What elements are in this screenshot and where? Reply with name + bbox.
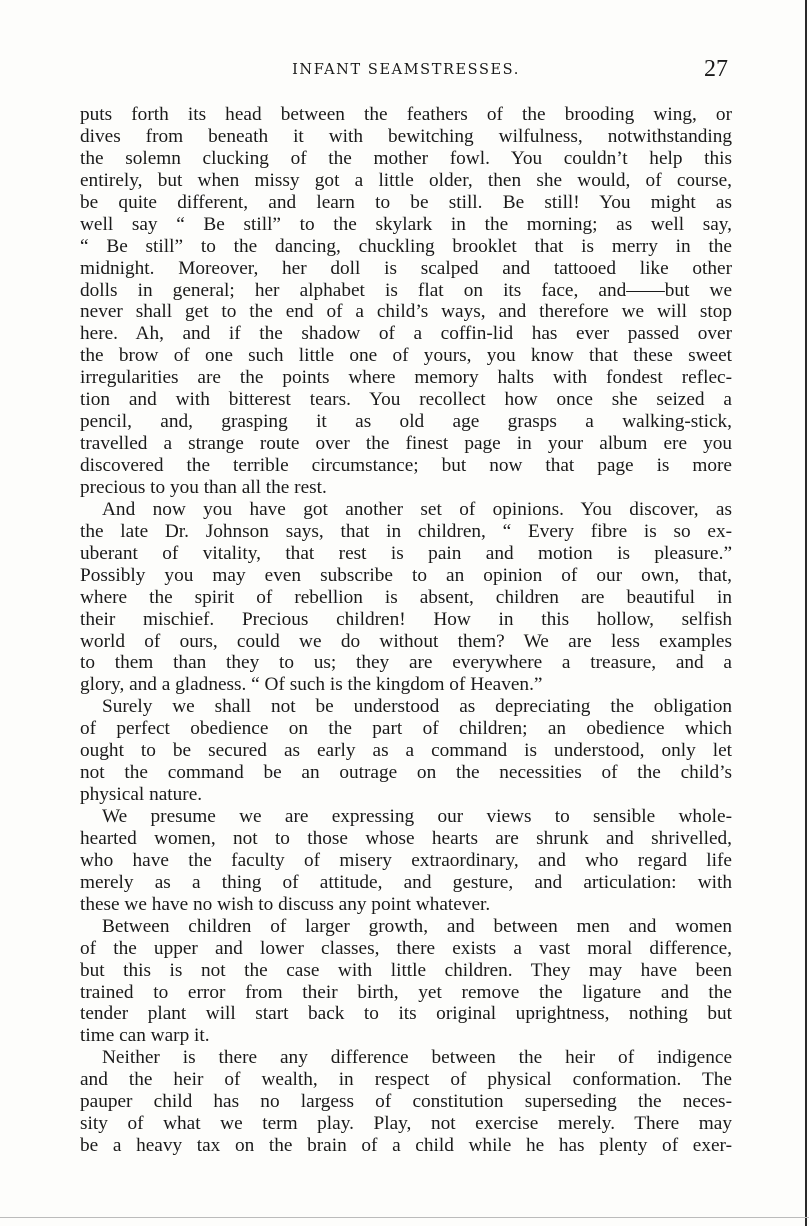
text-line: merely as a thing of attitude, and gesture, and articulation: with — [80, 871, 732, 893]
text-line: be quite different, and learn to be still. Be still! You might as — [80, 191, 732, 213]
text-line: be a heavy tax on the brain of a child while he has plenty of exer- — [80, 1135, 732, 1157]
text-line: irregularities are the points where memory halts with fondest reflec- — [80, 367, 732, 389]
text-line: We presume we are expressing our views to sensible whole- — [102, 806, 732, 827]
text-line: the late Dr. Johnson says, that in children, “ Every fibre is so ex- — [80, 520, 732, 542]
text-line: who have the faculty of misery extraordinary, and who regard life — [80, 849, 732, 871]
text-line: dives from beneath it with bewitching wilfulness, notwithstanding — [80, 125, 732, 147]
text-line: their mischief. Precious children! How in this hollow, selfish — [80, 608, 732, 630]
text-line: sity of what we term play. Play, not exercise merely. There may — [80, 1113, 732, 1135]
text-line: here. Ah, and if the shadow of a coffin-lid has ever passed over — [80, 323, 732, 345]
text-line: never shall get to the end of a child’s ways, and therefore we will stop — [80, 301, 732, 323]
text-line: ought to be secured as early as a command is understood, only let — [80, 740, 732, 762]
text-line: entirely, but when missy got a little older, then she would, of course, — [80, 169, 732, 191]
text-line: “ Be still” to the dancing, chuckling brooklet that is merry in the — [80, 235, 732, 257]
text-line: Neither is there any difference between the heir of indigence — [102, 1047, 732, 1069]
text-line: Possibly you may even subscribe to an opinion of our own, that, — [80, 564, 732, 586]
text-line: physical nature. — [80, 784, 203, 806]
text-line: not the command be an outrage on the necessities of the child’s — [80, 762, 732, 784]
text-line: these we have no wish to discuss any point whatever. — [80, 893, 491, 915]
text-line: world of ours, could we do without them? We are less examples — [80, 630, 732, 652]
text-line: glory, and a gladness. “ Of such is the kingdom of Heaven.” — [80, 674, 543, 696]
text-line: uberant of vitality, that rest is pain and motion is pleasure.” — [80, 542, 732, 564]
text-line: tion and with bitterest tears. You recollect how once she seized a — [80, 389, 732, 411]
text-line: trained to error from their birth, yet remove the ligature and the — [80, 981, 732, 1003]
text-line: time can warp it. — [80, 1025, 210, 1047]
text-line: Surely we shall not be understood as depreciating the obligation — [102, 696, 732, 718]
text-line: puts forth its head between the feathers of the brooding wing, or — [80, 104, 732, 125]
text-line: well say “ Be still” to the skylark in the morning; as well say, — [80, 213, 732, 235]
text-line: midnight. Moreover, her doll is scalped and tattooed like other — [80, 257, 732, 279]
text-line: And now you have got another set of opinions. You discover, as — [102, 498, 732, 520]
text-line: discovered the terrible circumstance; but now that page is more — [80, 455, 732, 476]
text-line: Between children of larger growth, and between men and women — [102, 915, 732, 937]
text-line: but this is not the case with little children. They may have been — [80, 959, 732, 981]
text-line: the solemn clucking of the mother fowl. You couldn’t help this — [80, 147, 732, 169]
running-head — [80, 56, 732, 88]
text-line: tender plant will start back to its original uprightness, nothing but — [80, 1003, 732, 1025]
text-line: pauper child has no largess of constitution superseding the neces- — [80, 1091, 732, 1113]
page-edge-rule — [805, 0, 807, 1226]
text-line: and the heir of wealth, in respect of physical conformation. The — [80, 1069, 732, 1091]
text-line: to them than they to us; they are everywhere a treasure, and a — [80, 652, 732, 674]
text-line: pencil, and, grasping it as old age grasps a walking-stick, — [80, 411, 732, 433]
body-text — [80, 104, 732, 1157]
text-line: travelled a strange route over the finest page in your album ere you — [80, 433, 732, 455]
text-line: of the upper and lower classes, there exists a vast moral difference, — [80, 937, 732, 959]
running-title: INFANT SEAMSTRESSES. — [292, 62, 520, 78]
text-line: precious to you than all the rest. — [80, 476, 327, 498]
text-line: hearted women, not to those whose hearts are shrunk and shrivelled, — [80, 827, 732, 849]
text-line: of perfect obedience on the part of children; an obedience which — [80, 718, 732, 740]
text-line: where the spirit of rebellion is absent, children are beautiful in — [80, 586, 732, 608]
page-bottom-rule — [0, 1217, 809, 1218]
text-line: the brow of one such little one of yours, you know that these sweet — [80, 345, 732, 367]
text-line: dolls in general; her alphabet is flat on its face, and——but we — [80, 279, 732, 301]
page-number: 27 — [704, 56, 728, 82]
